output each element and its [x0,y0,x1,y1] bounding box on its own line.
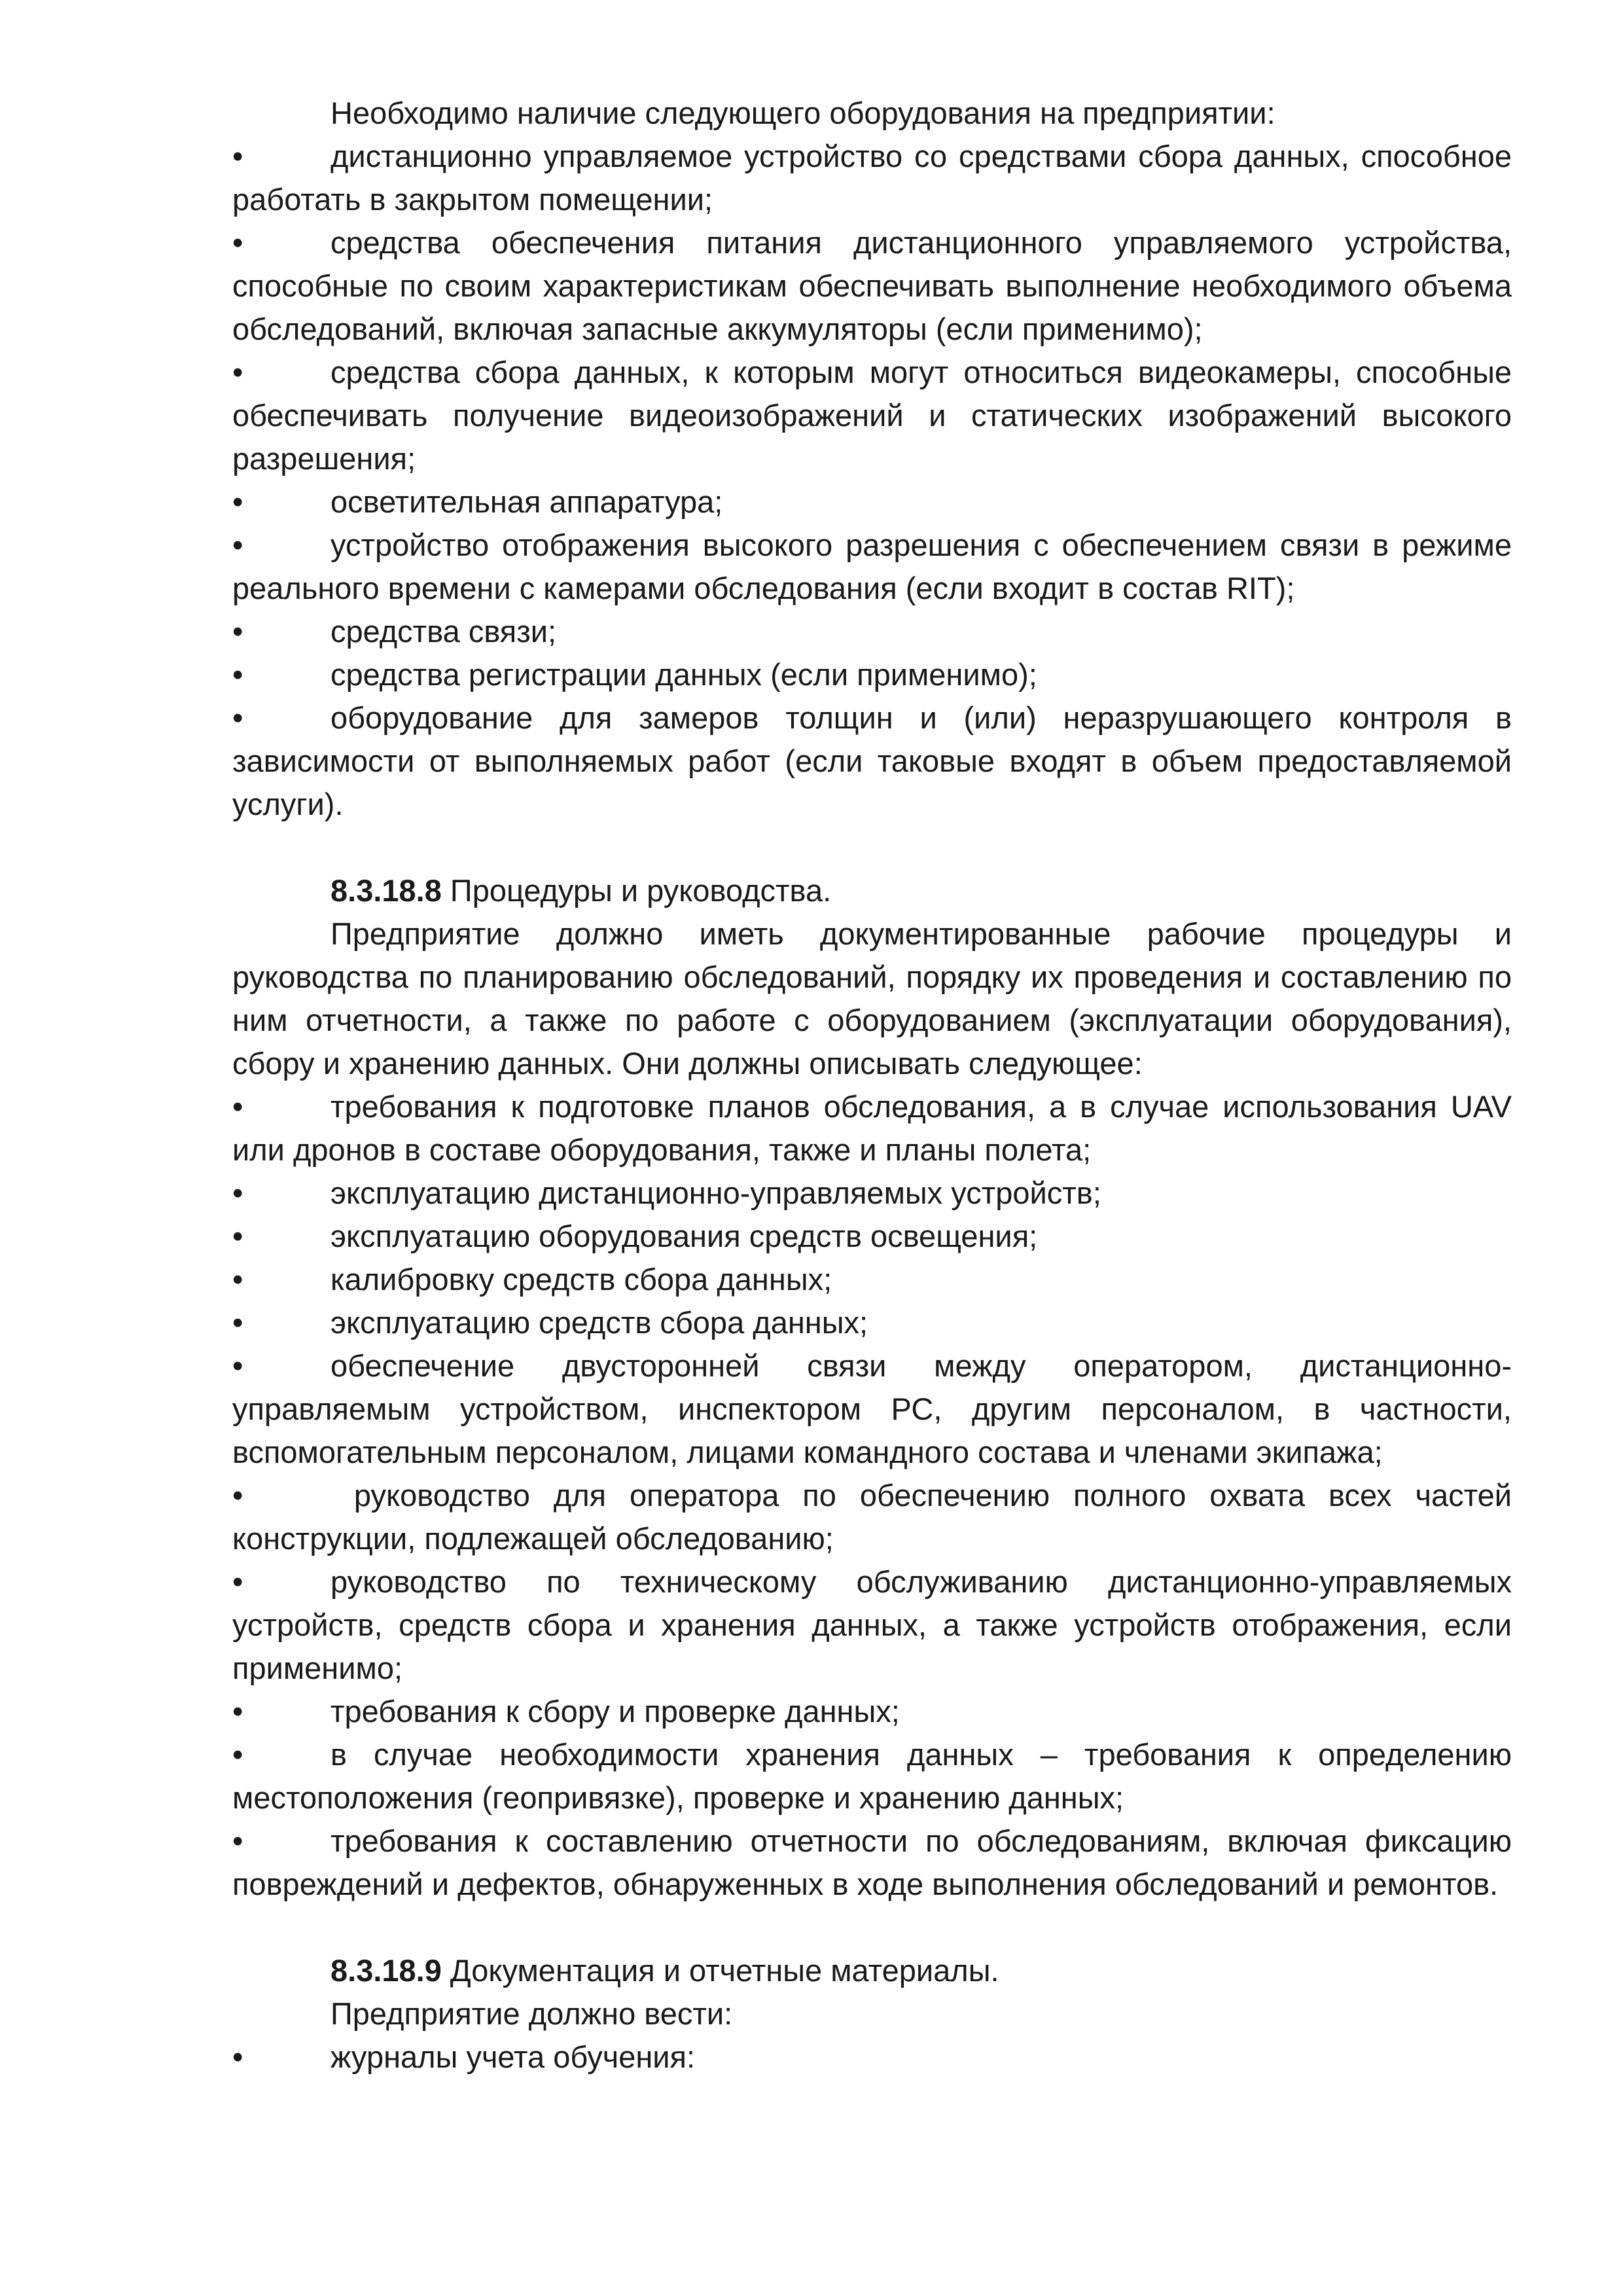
list-item [232,1344,1512,1474]
list-item [232,653,1512,696]
list-item-text: средства связи; [330,614,557,649]
bullet-icon: • [232,1823,243,1858]
bullet-icon: • [232,355,243,389]
section-9-paragraph: Предприятие должно вести: [330,1996,733,2031]
list-item-text: средства обеспечения питания дистанционного управляемого устройства, способные по своим характеристикам обеспечивать выполнение необходимого объема обследований, включая запасные аккумуляторы (если применимо); [232,225,1512,346]
list-item [232,1560,1512,1690]
section-title: Процедуры и руководства. [441,873,832,908]
section-8-paragraph: Предприятие должно иметь документированные рабочие процедуры и руководства по планированию обследований, порядку их проведения и составлению по ним отчетности, а также по работе с оборудованием (эксплуатации оборудования), сбору и хранению данных. Они должны описывать следующее: [232,916,1512,1081]
section-number: 8.3.18.9 [330,1953,442,1988]
bullet-icon: • [232,484,243,519]
list-item [232,135,1512,221]
document-page [232,92,1512,2079]
list-item-text: осветительная аппаратура; [330,484,723,519]
intro-paragraph: Необходимо наличие следующего оборудования на предприятии: [330,96,1275,130]
list-item [232,1733,1512,1820]
bullet-icon: • [232,528,243,562]
bullet-icon: • [232,1219,243,1253]
list-item [232,1301,1512,1344]
list-item [232,1690,1512,1733]
section-title: Документация и отчетные материалы. [441,1953,999,1988]
list-item-text: калибровку средств сбора данных; [330,1262,832,1297]
bullet-icon: • [232,2039,243,2074]
section-number: 8.3.18.8 [330,873,442,908]
bullet-icon: • [232,1564,243,1599]
list-item-text: средства регистрации данных (если применимо); [330,657,1037,692]
section-heading-8-3-18-8 [232,869,1512,912]
list-item [232,480,1512,524]
documentation-list [232,2036,1512,2079]
list-item [232,524,1512,610]
bullet-icon: • [232,700,243,735]
bullet-icon: • [232,1175,243,1210]
list-item-text: руководство для оператора по обеспечению полного охвата всех частей конструкции, подлежащей обследованию; [232,1478,1512,1556]
list-item-text: эксплуатацию средств сбора данных; [330,1305,868,1340]
list-item [232,610,1512,653]
list-item [232,1085,1512,1172]
list-item-text: устройство отображения высокого разрешения с обеспечением связи в режиме реального времени с камерами обследования (если входит в состав RIT); [232,528,1512,605]
bullet-icon: • [232,614,243,649]
list-item [232,221,1512,351]
list-item-text: требования к сбору и проверке данных; [330,1694,900,1729]
bullet-icon: • [232,1478,243,1513]
list-item [232,1215,1512,1258]
bullet-icon: • [232,1348,243,1383]
bullet-icon: • [232,1262,243,1297]
bullet-icon: • [232,1694,243,1729]
list-item-text: средства сбора данных, к которым могут относиться видеокамеры, способные обеспечивать получение видеоизображений и статических изображений высокого разрешения; [232,355,1512,476]
list-item-text: руководство по техническому обслуживанию дистанционно-управляемых устройств, средств сбора и хранения данных, а также устройств отображения, если применимо; [232,1564,1512,1685]
bullet-icon: • [232,657,243,692]
list-item-text: требования к составлению отчетности по обследованиям, включая фиксацию повреждений и дефектов, обнаруженных в ходе выполнения обследований и ремонтов. [232,1823,1512,1901]
list-item-text: журналы учета обучения: [330,2039,696,2074]
list-item [232,1172,1512,1215]
list-item [232,2036,1512,2079]
list-item-text: требования к подготовке планов обследования, а в случае использования UAV или дронов в составе оборудования, также и планы полета; [232,1089,1512,1167]
equipment-list [232,135,1512,826]
list-item [232,1820,1512,1906]
spacer [232,1906,1512,1949]
list-item-text: эксплуатацию оборудования средств освещения; [330,1219,1038,1253]
bullet-icon: • [232,139,243,173]
list-item [232,1474,1512,1560]
list-item-text: эксплуатацию дистанционно-управляемых устройств; [330,1175,1101,1210]
list-item [232,696,1512,826]
list-item-text: оборудование для замеров толщин и (или) неразрушающего контроля в зависимости от выполняемых работ (если таковые входят в объем предоставляемой услуги). [232,700,1512,821]
procedures-list [232,1085,1512,1906]
list-item-text: дистанционно управляемое устройство со средствами сбора данных, способное работать в закрытом помещении; [232,139,1512,217]
section-heading-8-3-18-9 [232,1949,1512,1992]
list-item [232,1258,1512,1301]
list-item-text: в случае необходимости хранения данных – требования к определению местоположения (геопривязке), проверке и хранению данных; [232,1737,1512,1815]
bullet-icon: • [232,1305,243,1340]
bullet-icon: • [232,1089,243,1124]
bullet-icon: • [232,225,243,260]
bullet-icon: • [232,1737,243,1772]
list-item [232,351,1512,480]
list-item-text: обеспечение двусторонней связи между оператором, дистанционно-управляемым устройством, инспектором РС, другим персоналом, в частности, вспомогательным персоналом, лицами командного состава и членами экипажа; [232,1348,1512,1469]
spacer [232,826,1512,869]
